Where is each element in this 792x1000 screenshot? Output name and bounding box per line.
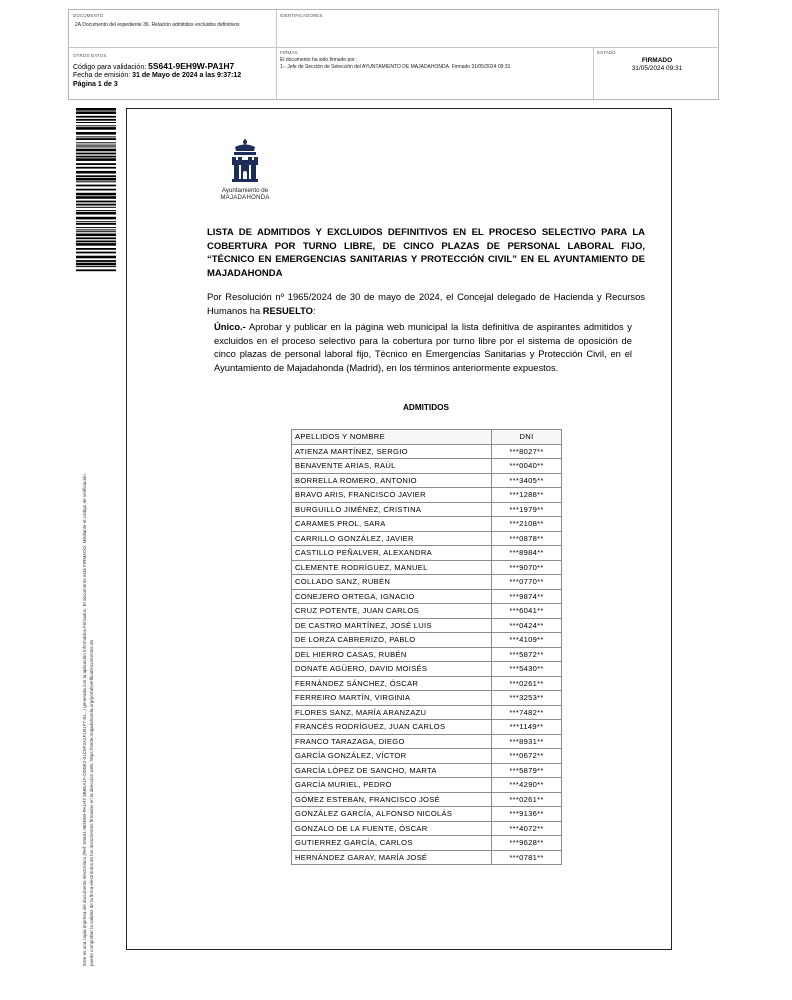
cell-dni: ***0040** [492, 459, 562, 474]
cell-name: FRANCÉS RODRÍGUEZ, JUAN CARLOS [292, 720, 492, 735]
cell-name: BENAVENTE ARIAS, RAÚL [292, 459, 492, 474]
cell-name: GUTIERREZ GARCÍA, CARLOS [292, 836, 492, 851]
cell-name: DE CASTRO MARTÍNEZ, JOSÉ LUIS [292, 618, 492, 633]
page-number: Página 1 de 3 [73, 81, 118, 88]
cell-dni: ***5879** [492, 763, 562, 778]
cell-dni: ***0424** [492, 618, 562, 633]
estado-label: ESTADO [597, 50, 616, 55]
cell-name: ATIENZA MARTÍNEZ, SERGIO [292, 444, 492, 459]
cell-name: GONZALO DE LA FUENTE, ÓSCAR [292, 821, 492, 836]
table-row [292, 836, 562, 851]
table-row [292, 502, 562, 517]
table-row [292, 618, 562, 633]
cell-name: GARCÍA GONZÁLEZ, VÍCTOR [292, 749, 492, 764]
table-row [292, 749, 562, 764]
document-header [68, 9, 719, 100]
table-row [292, 691, 562, 706]
cell-name: CRUZ POTENTE, JUAN CARLOS [292, 604, 492, 619]
cell-dni: ***4290** [492, 778, 562, 793]
table-row [292, 488, 562, 503]
cell-name: BRAVO ARIS, FRANCISCO JAVIER [292, 488, 492, 503]
cell-name: GONZÁLEZ GARCÍA, ALFONSO NICOLÁS [292, 807, 492, 822]
cell-name: COLLADO SANZ, RUBÉN [292, 575, 492, 590]
cell-dni: ***9136** [492, 807, 562, 822]
documento-label: DOCUMENTO [73, 13, 104, 18]
estado-date: 31/05/2024 09:31 [631, 65, 683, 72]
cell-name: CONEJERO ORTEGA, IGNACIO [292, 589, 492, 604]
cell-name: GARCÍA LÓPEZ DE SANCHO, MARTA [292, 763, 492, 778]
cell-dni: ***0781** [492, 850, 562, 865]
cell-dni: ***8931** [492, 734, 562, 749]
table-row [292, 546, 562, 561]
documento-text: 2A Documento del expediente 36. Relación admitidos excluidos definitivos [75, 22, 240, 28]
cell-dni: ***1288** [492, 488, 562, 503]
majadahonda-logo [210, 138, 280, 208]
cell-name: CASTILLO PEÑALVER, ALEXANDRA [292, 546, 492, 561]
fecha-emision: Fecha de emisión: 31 de Mayo de 2024 a las 9:37:12 [73, 72, 242, 79]
verification-margin-text: Este es una copia impresa del documento electrónico (Ref: 5S641-9EH9W-PA1H7 3B6EA1F-DD0E2-01C8F2A2F1B1F7-81...) generada con la aplicación informática Firmadoc. El documento está FIRMADO. Mediante el código de verificación puede comprobar la validez de la firma electrónica de los documentos firmados en la dirección web: https://sede.majadahonda.org/portal/verificaDocumentos.do [82, 474, 94, 966]
cell-name: HERNÁNDEZ GARAY, MARÍA JOSÉ [292, 850, 492, 865]
logo-line2: MAJADAHONDA [220, 195, 270, 201]
cell-dni: ***7482** [492, 705, 562, 720]
coat-of-arms-icon [210, 138, 280, 186]
firmas-line1: El documento ha sido firmado por : [280, 57, 358, 63]
cell-dni: ***8027** [492, 444, 562, 459]
cell-dni: ***5872** [492, 647, 562, 662]
table-row [292, 473, 562, 488]
cell-dni: ***8984** [492, 546, 562, 561]
unico-paragraph: Único.- Aprobar y publicar en la página web municipal la lista definitiva de aspirantes admitidos y excluidos en el proceso selectivo para la cobertura por turno libre por el sistema de oposición de cinco plazas de personal laboral fijo, Técnico en Emergencias Sanitarias y Protección Civil, en el Ayuntamiento de Majadahonda (Madrid), en los términos anteriormente expuestos. [214, 321, 632, 374]
table-row [292, 778, 562, 793]
cell-name: CARAMES PROL, SARA [292, 517, 492, 532]
cell-dni: ***0261** [492, 676, 562, 691]
table-row [292, 459, 562, 474]
cell-dni: ***3253** [492, 691, 562, 706]
cell-dni: ***9070** [492, 560, 562, 575]
cell-dni: ***0261** [492, 792, 562, 807]
cell-dni: ***9628** [492, 836, 562, 851]
table-row [292, 792, 562, 807]
cell-name: FERREIRO MARTÍN, VIRGINIA [292, 691, 492, 706]
otros-datos-label: OTROS DATOS [73, 53, 107, 58]
admitidos-table [291, 429, 562, 865]
cell-name: FLORES SANZ, MARÍA ARANZAZU [292, 705, 492, 720]
cell-name: BORRELLA ROMERO, ANTONIO [292, 473, 492, 488]
cell-dni: ***3405** [492, 473, 562, 488]
cell-dni: ***0878** [492, 531, 562, 546]
cell-dni: ***4109** [492, 633, 562, 648]
firmas-label: FIRMAS [280, 50, 298, 55]
barcode-image [76, 108, 116, 273]
cell-dni: ***5430** [492, 662, 562, 677]
table-row [292, 763, 562, 778]
header-apellidos: APELLIDOS Y NOMBRE [292, 430, 492, 445]
section-title-admitidos: ADMITIDOS [403, 403, 449, 412]
codigo-validacion: Código para validación: 5S641-9EH9W-PA1H7 [73, 61, 235, 71]
table-header-row [292, 430, 562, 445]
table-row [292, 444, 562, 459]
table-row [292, 807, 562, 822]
table-row [292, 589, 562, 604]
cell-dni: ***1979** [492, 502, 562, 517]
cell-dni: ***0770** [492, 575, 562, 590]
table-row [292, 720, 562, 735]
table-row [292, 734, 562, 749]
cell-name: FERNÁNDEZ SÁNCHEZ, ÓSCAR [292, 676, 492, 691]
logo-line1: Ayuntamiento de [221, 187, 269, 194]
cell-name: DEL HIERRO CASAS, RUBÉN [292, 647, 492, 662]
cell-dni: ***6041** [492, 604, 562, 619]
table-row [292, 517, 562, 532]
cell-name: CARRILLO GONZÁLEZ, JAVIER [292, 531, 492, 546]
table-row [292, 633, 562, 648]
document-title: LISTA DE ADMITIDOS Y EXCLUIDOS DEFINITIVOS EN EL PROCESO SELECTIVO PARA LA COBERTURA POR TURNO LIBRE, DE CINCO PLAZAS DE PERSONAL LABORAL FIJO, “TÉCNICO EN EMERGENCIAS SANITARIAS Y PROTECCIÓN CIVIL” EN EL AYUNTAMIENTO DE MAJADAHONDA [207, 227, 645, 279]
cell-dni: ***1149** [492, 720, 562, 735]
cell-name: DONATE AGÜERO, DAVID MOISÉS [292, 662, 492, 677]
estado-value: FIRMADO [641, 57, 673, 64]
cell-name: DE LORZA CABRERIZO, PABLO [292, 633, 492, 648]
cell-name: BURGUILLO JIMÉNEZ, CRISTINA [292, 502, 492, 517]
cell-dni: ***4072** [492, 821, 562, 836]
resolution-paragraph: Por Resolución nº 1965/2024 de 30 de mayo de 2024, el Concejal delegado de Hacienda y Recursos Humanos ha RESUELTO: [207, 291, 645, 316]
cell-dni: ***2108** [492, 517, 562, 532]
cell-dni: ***0672** [492, 749, 562, 764]
cell-name: GARCÍA MURIEL, PEDRO [292, 778, 492, 793]
table-row [292, 647, 562, 662]
header-dni: DNI [492, 430, 562, 445]
table-row [292, 604, 562, 619]
table-row [292, 575, 562, 590]
table-row [292, 850, 562, 865]
cell-dni: ***9874** [492, 589, 562, 604]
table-row [292, 662, 562, 677]
table-row [292, 531, 562, 546]
table-row [292, 705, 562, 720]
cell-name: CLEMENTE RODRÍGUEZ, MANUEL [292, 560, 492, 575]
cell-name: GÓMEZ ESTEBAN, FRANCISCO JOSÉ [292, 792, 492, 807]
table-row [292, 676, 562, 691]
table-row [292, 560, 562, 575]
table-row [292, 821, 562, 836]
cell-name: FRANCO TARAZAGA, DIEGO [292, 734, 492, 749]
identificadores-label: IDENTIFICADORES [280, 13, 323, 18]
firmas-line2: 1.- Jefe de Sección de Selección del AYUNTAMIENTO DE MAJADAHONDA. Firmado 31/05/2024 09:31 [280, 64, 511, 70]
